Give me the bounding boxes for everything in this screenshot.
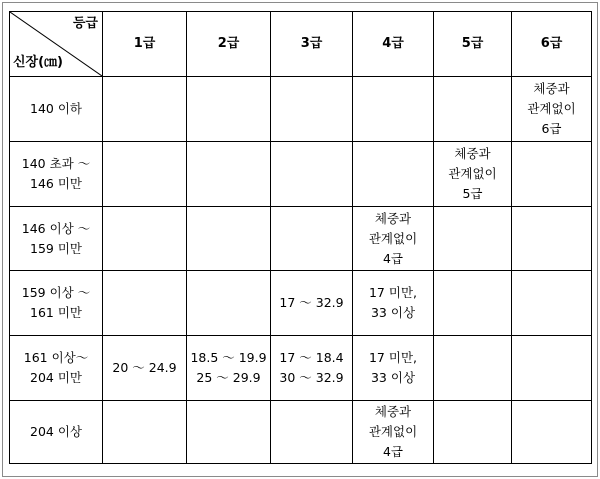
cell-text: 17 ～ 32.9: [279, 295, 344, 310]
cell-text: 관계없이: [448, 166, 497, 181]
table-cell: [434, 271, 512, 336]
table-cell: [353, 142, 434, 207]
table-cell: [434, 207, 512, 271]
cell-text: 30 ～ 32.9: [279, 370, 344, 385]
cell-text: 체중과: [374, 404, 412, 419]
table-cell: [271, 142, 353, 207]
cell-text: 4급: [382, 444, 404, 459]
table-cell: [353, 207, 434, 271]
cell-text: 17 미만,: [368, 285, 417, 300]
table-cell: [434, 336, 512, 401]
table-cell: [434, 142, 512, 207]
cell-text: 18.5 ～ 19.9: [190, 350, 267, 365]
table-cell: [353, 336, 434, 401]
header-row: [10, 12, 592, 77]
cell-text: 25 ～ 29.9: [196, 370, 261, 385]
corner-cell: [10, 12, 103, 77]
cell-text: 33 이상: [370, 305, 416, 320]
row-label: [10, 207, 103, 271]
table-row: [10, 77, 592, 142]
table-cell: [512, 207, 592, 271]
table-cell: [103, 207, 187, 271]
table-cell: [512, 271, 592, 336]
table-cell: [271, 271, 353, 336]
cell-text: 체중과: [454, 146, 491, 161]
table-cell: [187, 271, 271, 336]
row-label-line: 161 이상～: [23, 350, 89, 365]
table-cell: [512, 401, 592, 464]
table-body: [10, 77, 592, 464]
table-cell: [512, 142, 592, 207]
cell-text: 관계없이: [527, 101, 576, 116]
table-row: [10, 336, 592, 401]
table-cell: [434, 77, 512, 142]
row-label-line: 146 이상 ～: [21, 220, 91, 236]
table-cell: [271, 77, 353, 142]
table-row: [10, 401, 592, 464]
table-cell: [434, 401, 512, 464]
cell-text: 6급: [541, 121, 562, 136]
cell-text: 체중과: [374, 210, 412, 226]
row-label: [10, 336, 103, 401]
row-label: [10, 142, 103, 207]
row-label-line: 159 미만: [30, 240, 82, 256]
row-label: [10, 77, 103, 142]
row-label-line: 159 이상 ～: [21, 285, 91, 300]
cell-text: 5급: [462, 186, 483, 201]
table-cell: [512, 336, 592, 401]
table-cell: [187, 336, 271, 401]
table-cell: [103, 77, 187, 142]
grade-table: [9, 11, 592, 464]
row-label: [10, 271, 103, 336]
column-header: 6급: [512, 12, 592, 77]
corner-height-label: 신장(㎝): [13, 55, 63, 70]
table-cell: [187, 401, 271, 464]
column-header: 4급: [353, 12, 434, 77]
column-header: 1급: [103, 12, 187, 77]
table-cell: [353, 271, 434, 336]
column-header: 3급: [271, 12, 353, 77]
row-label-line: 140 초과 ～: [21, 156, 91, 171]
table-cell: [103, 142, 187, 207]
table-cell: [271, 336, 353, 401]
cell-text: 체중과: [533, 81, 570, 96]
cell-text: 17 ～ 18.4: [279, 350, 344, 365]
column-header: 2급: [187, 12, 271, 77]
row-label-line: 161 미만: [30, 305, 82, 320]
table-cell: [512, 77, 592, 142]
table-cell: [187, 77, 271, 142]
corner-grade-label: 등급: [72, 16, 98, 31]
table-cell: [187, 207, 271, 271]
row-label-line: 140 이하: [30, 101, 82, 116]
row-label-line: 146 미만: [30, 176, 82, 191]
table-cell: [103, 271, 187, 336]
cell-text: 관계없이: [368, 424, 418, 439]
table-row: [10, 207, 592, 271]
row-label-line: 204 이상: [30, 424, 82, 439]
row-label: [10, 401, 103, 464]
cell-text: 4급: [382, 250, 404, 266]
table-cell: [187, 142, 271, 207]
cell-text: 20 ～ 24.9: [112, 360, 177, 375]
table-cell: [353, 401, 434, 464]
row-label-line: 204 미만: [30, 370, 82, 385]
table-cell: [103, 336, 187, 401]
cell-text: 33 이상: [370, 370, 416, 385]
table-cell: [271, 401, 353, 464]
table-row: [10, 271, 592, 336]
cell-text: 관계없이: [368, 230, 418, 246]
table-cell: [103, 401, 187, 464]
table-cell: [353, 77, 434, 142]
column-header: 5급: [434, 12, 512, 77]
cell-text: 17 미만,: [368, 350, 417, 365]
table-row: [10, 142, 592, 207]
table-cell: [271, 207, 353, 271]
